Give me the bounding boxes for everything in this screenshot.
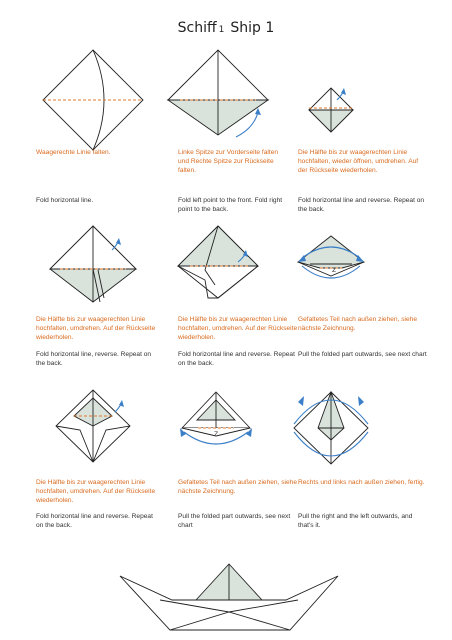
svg-text:Z: Z xyxy=(332,267,337,274)
title-en: Ship 1 xyxy=(230,20,275,36)
step-3-text-en: Fold horizontal line and reverse. Repeat on the back. xyxy=(298,197,425,213)
step-7-text-en: Fold horizontal line and reverse. Repeat on the back. xyxy=(36,513,153,529)
step-5-text-en: Fold horizontal line and reverse. Repeat on the back. xyxy=(178,351,295,367)
step-2-text-en: Fold left point to the front. Fold right point to the back. xyxy=(178,197,283,213)
step-3-text-de: Die Hälfte bis zur waagerechten Linie hochfalten, wieder öffnen, umdrehen. Auf der Rückseite wiederholen. xyxy=(298,149,419,174)
step-4-text-de: Die Hälfte bis zur waagerechten Linie hochfalten, umdrehen. Auf der Rückseite wiederholen. xyxy=(36,316,156,341)
step-2-text-de: Linke Spitze zur Vorderseite falten und Rechte Spitze zur Rückseite falten. xyxy=(178,149,279,174)
step-6-text-de: Gefaltetes Teil nach außen ziehen, siehe nächste Zeichnung. xyxy=(298,316,418,332)
step-1-text-en: Fold horizontal line. xyxy=(36,197,94,204)
title-number: 1 xyxy=(218,25,225,35)
step-5-text-de: Die Hälfte bis zur waagerechten Linie hochfalten, umdrehen. Auf der Rückseite wiederholen. xyxy=(178,316,298,341)
svg-text:Z: Z xyxy=(214,431,219,438)
step-6-text-en: Pull the folded part outwards, see next chart xyxy=(298,351,427,358)
step-7-text-de: Die Hälfte bis zur waagerechten Linie hochfalten, umdrehen. Auf der Rückseite wiederholen. xyxy=(36,479,156,504)
step-9-text-en: Pull the right and the left outwards, and that's it. xyxy=(298,513,413,529)
step-9-text-de: Rechts und links nach außen ziehen, fertig. xyxy=(298,479,425,486)
step-8-text-en: Pull the folded part outwards, see next chart xyxy=(178,513,291,529)
title-de: Schiff xyxy=(177,20,217,36)
step-1-text-de: Waagerechte Linie falten. xyxy=(36,149,111,156)
step-4-text-en: Fold horizontal line, reverse. Repeat on the back. xyxy=(36,351,152,367)
step-8-text-de: Gefaltetes Teil nach außen ziehen, siehe nächste Zeichnung. xyxy=(178,479,298,495)
